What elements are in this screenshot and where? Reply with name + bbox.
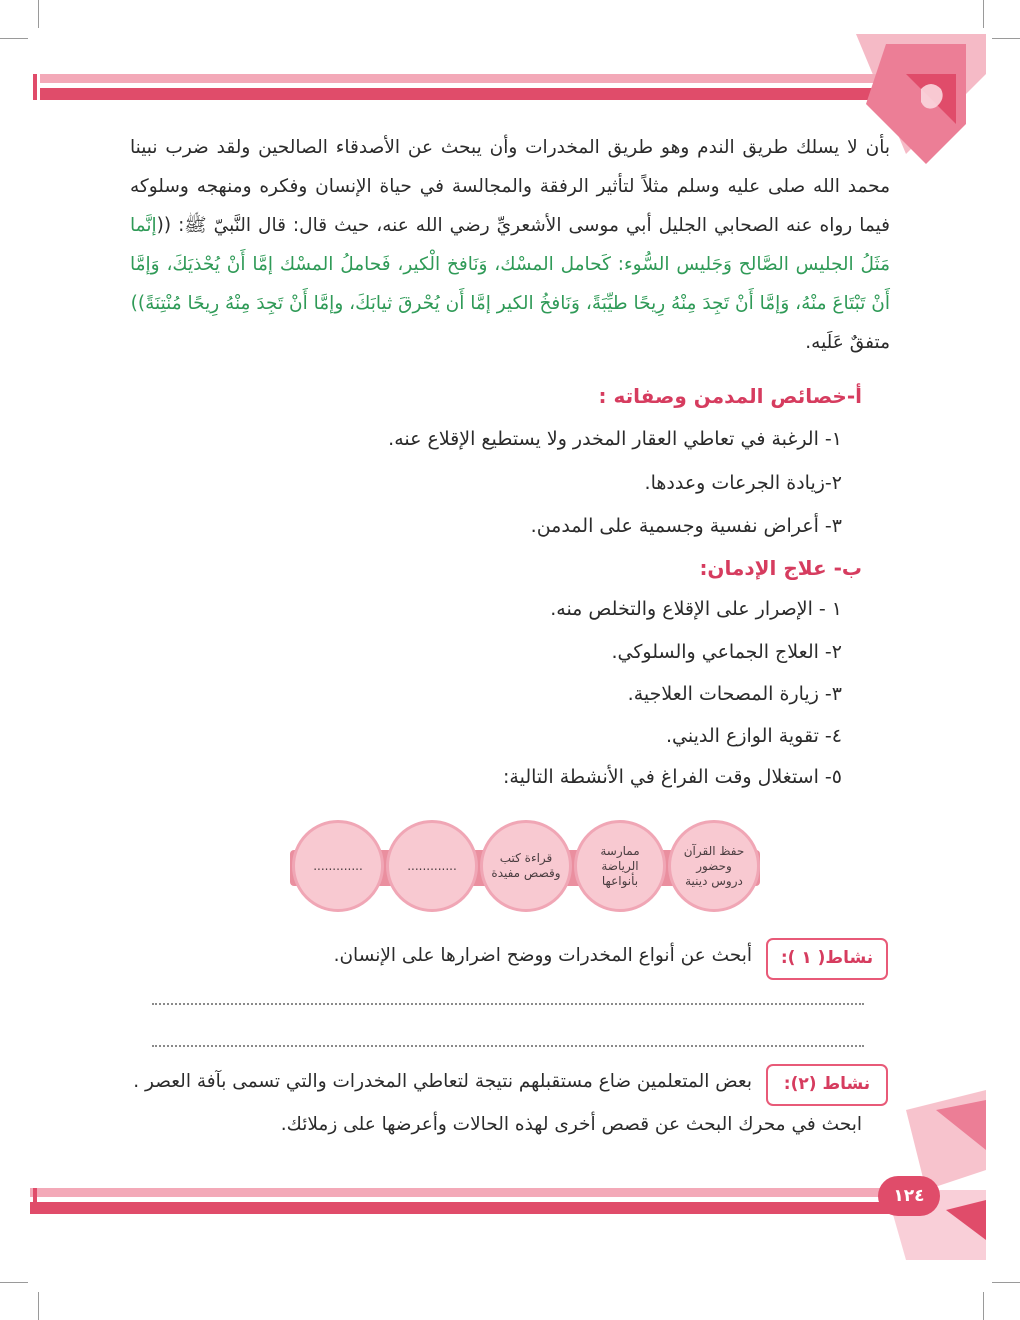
section-a-item: ١- الرغبة في تعاطي العقار المخدر ولا يستطيع الإقلاع عنه. — [388, 428, 842, 450]
section-b-item: ٢- العلاج الجماعي والسلوكي. — [611, 641, 842, 663]
header-stripe-light — [30, 74, 910, 83]
activity-circle-blank: ............. — [292, 820, 384, 912]
crop-mark — [992, 1282, 1020, 1283]
activity-1-text: أبحث عن أنواع المخدرات ووضح اضرارها على الإنسان. — [333, 945, 752, 966]
answer-line[interactable] — [152, 1045, 864, 1047]
crop-mark — [983, 1292, 984, 1320]
intro-paragraph — [130, 128, 890, 362]
activity-2-text: ابحث في محرك البحث عن قصص أخرى لهذه الحالات وأعرضها على زملائك. — [280, 1114, 862, 1135]
section-a-title: أ-خصائص المدمن وصفاته : — [598, 384, 862, 408]
activity-circle: ممارسة الرياضة بأنواعها — [574, 820, 666, 912]
activity-1-label: نشاط( ١ ): — [766, 938, 888, 980]
crop-mark — [38, 1292, 39, 1320]
section-b-title: ب- علاج الإدمان: — [699, 556, 862, 580]
corner-decoration-bottom — [846, 1090, 986, 1260]
crop-mark — [992, 38, 1020, 39]
activity-2-text: بعض المتعلمين ضاع مستقبلهم نتيجة لتعاطي المخدرات والتي تسمى بآفة العصر . — [133, 1071, 752, 1092]
section-b-item: ١ - الإصرار على الإقلاع والتخلص منه. — [550, 598, 842, 620]
section-a-item: ٢-زيادة الجرعات وعددها. — [644, 472, 842, 494]
crop-mark — [0, 38, 28, 39]
activity-circle: قراءة كتب وقصص مفيدة — [480, 820, 572, 912]
activity-circle: حفظ القرآن وحضور دروس دينية — [668, 820, 760, 912]
stripe-cap — [33, 74, 37, 100]
section-a-item: ٣- أعراض نفسية وجسمية على المدمن. — [530, 515, 842, 537]
crop-mark — [983, 0, 984, 28]
activity-circle-blank: ............. — [386, 820, 478, 912]
page-number: ١٢٤ — [878, 1176, 940, 1216]
agreed-upon: متفقٌ عَلَيه. — [805, 332, 890, 353]
crop-mark — [0, 1282, 28, 1283]
activity-2-label: نشاط (٢): — [766, 1064, 888, 1106]
activities-diagram — [290, 820, 760, 914]
paragraph-text: بأن لا يسلك طريق الندم وهو طريق المخدرات وأن يبحث عن الأصدقاء الصالحين ولقد ضرب نبينا محمد الله صلى عليه وسلم مثلاً لتأثير الرفقة والمجالسة في حياة الإنسان وفكره ومنهجه وسلوكه فيما رواه عنه الصحابي الجليل أبي موسى الأشعريِّ رضي الله عنه، حيث قال: قال النَّبيّ ﷺ: (( — [130, 137, 890, 236]
header-stripe-dark — [30, 88, 910, 100]
answer-line[interactable] — [152, 1003, 864, 1005]
crop-mark — [38, 0, 39, 28]
hadith-close: )) — [130, 293, 146, 314]
stripe-cap — [33, 1188, 37, 1214]
footer-stripe-dark — [30, 1202, 910, 1214]
section-b-item: ٤- تقوية الوازع الديني. — [666, 725, 842, 747]
footer-stripe-light — [30, 1188, 910, 1197]
hadith-text: إنَّما مَثَلُ الجليس الصَّالح وَجَليس السُّوء: كَحامل المسْك، وَنَافخ الْكير، فَحاملُ المسْك إمَّا أَنْ يُحْذيَكَ، وَإمَّا أَنْ تَبْتَاعَ منْهُ، وَإمَّا أَنْ تَجِدَ مِنْهُ رِيحًا طيِّبَةً، وَنَافخُ الكير إمَّا أَن يُحْرقَ ثيابَكَ، وإمَّا أَنْ تَجِدَ مِنْهُ رِيحًا مُنْتِنَةً — [130, 215, 890, 314]
section-b-item: ٥- استغلال وقت الفراغ في الأنشطة التالية: — [503, 766, 842, 788]
section-b-item: ٣- زيارة المصحات العلاجية. — [627, 683, 842, 705]
